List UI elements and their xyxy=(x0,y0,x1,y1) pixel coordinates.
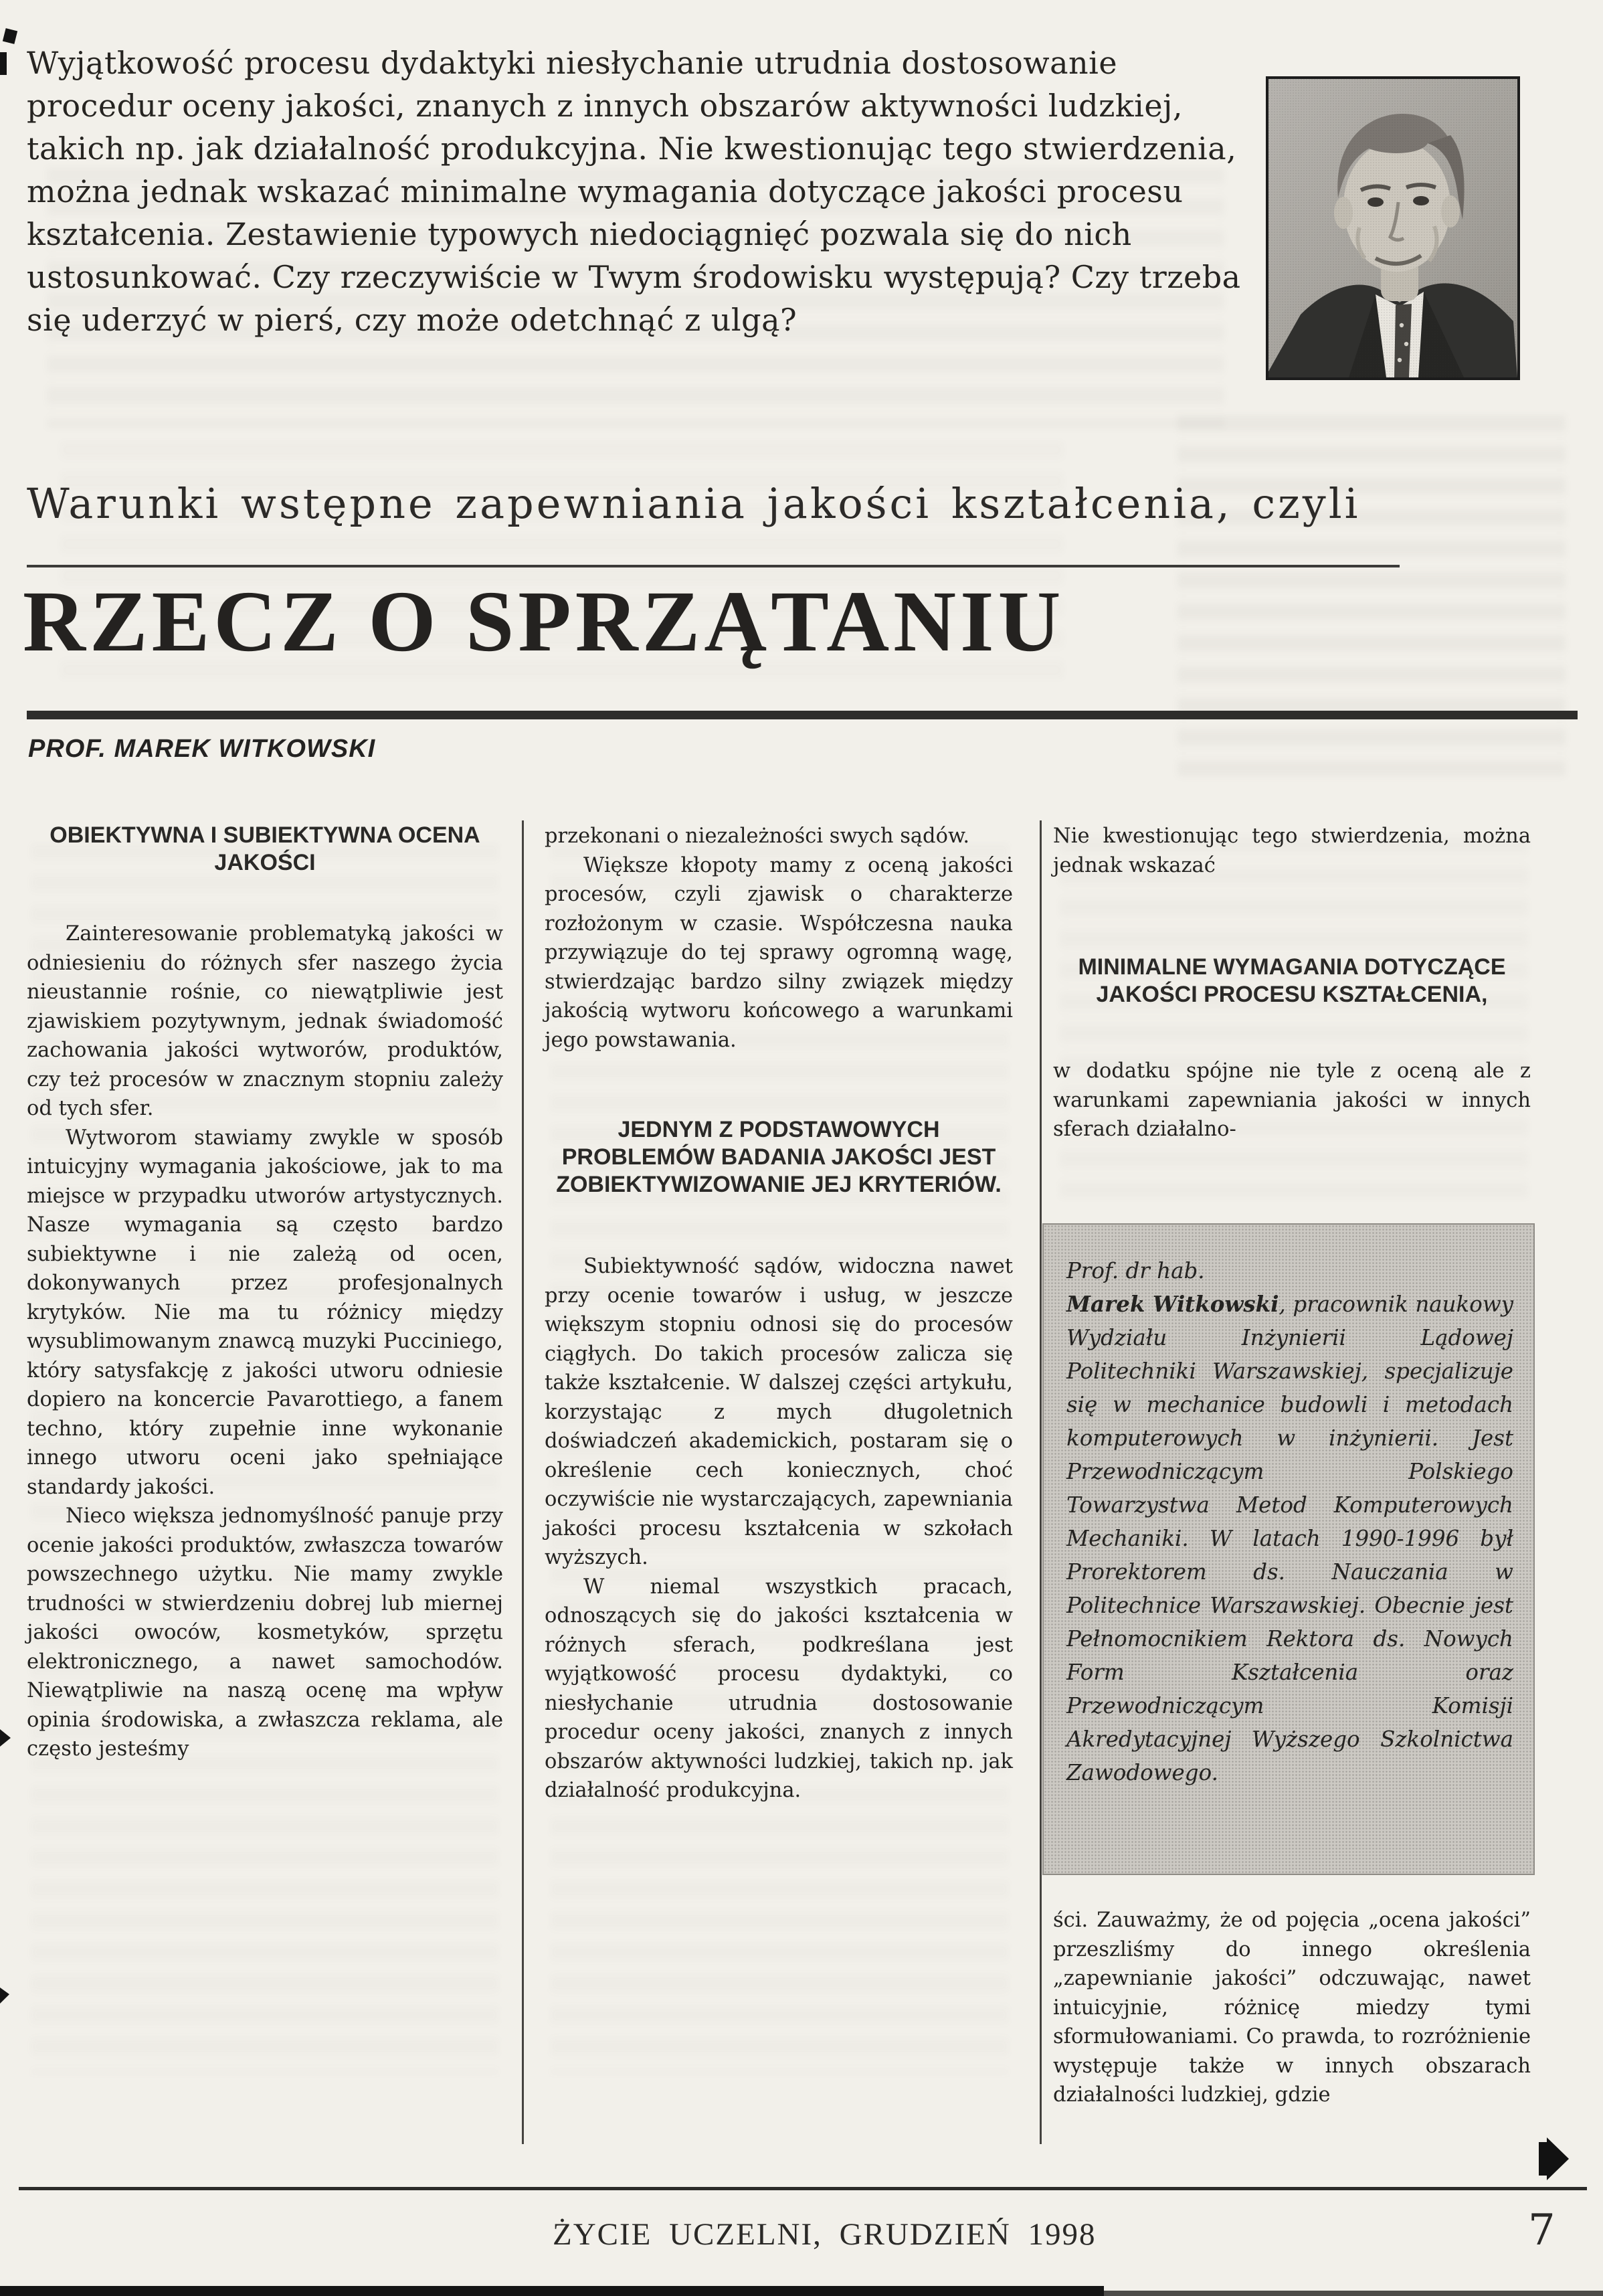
lead-paragraph: Wyjątkowość procesu dydaktyki niesłychanie utrudnia dostosowanie procedur oceny jakości, znanych z innych obszarów aktywności ludzkiej, takich np. jak działalność produkcyjna. Nie kwestionując tego stwierdzenia, można jednak wskazać minimalne wymagania dotyczące jakości procesu kształcenia. Zestawienie typowych niedociągnięć pozwala się do nich ustosunkować. Czy rzeczywiście w Twym środowisku występują? Czy trzeba się uderzyć w pierś, czy może odetchnąć z ulgą? xyxy=(27,45,1241,338)
body-paragraph: Nie kwestionując tego stwierdzenia, można jednak wskazać xyxy=(1053,824,1531,877)
scan-edge-strip xyxy=(1104,2291,1603,2296)
column-heading: OBIEKTYWNA I SUBIEKTYWNA OCENA JAKOŚCI xyxy=(50,822,480,875)
bio-description: , pracownik naukowy Wydziału Inżynierii Lądowej Politechniki Warszawskiej, specjalizuje się w mechanice budowli i metodach komputerowych w inżynierii. Jest Przewodniczącym Polskiego Towarzystwa Metod Komputerowych Mechaniki. W latach 1990-1996 był Prorektorem ds. Nauczania w Politechnice Warszawskiej. Obecnie jest Pełnomocnikiem Rektora ds. Nowych Form Kształcenia oraz Przewodniczącym Komisji Akredytacyjnej Wyższego Szkolnictwa Zawodowego. xyxy=(1066,1292,1513,1785)
continuation-arrow-icon xyxy=(1539,2137,1570,2180)
body-paragraph: Nieco większa jednomyślność panuje przy ocenie jakości produktów, zwłaszcza towarów powszechnego użytku. Nie mamy zwykle trudności w stwierdzeniu dobrej lub miernej jakości owoców, kosmetyków, sprzętu elektronicznego, a nawet samochodów. Niewątpliwie na naszą ocenę ma wpływ opinia środowiska, a zwłaszcza reklama, ale często jesteśmy xyxy=(27,1504,503,1761)
column-heading: MINIMALNE WYMAGANIA DOTYCZĄCE JAKOŚCI PROCESU KSZTAŁCENIA, xyxy=(1078,954,1506,1007)
byline: PROF. MAREK WITKOWSKI xyxy=(28,735,376,763)
column-2 xyxy=(545,822,1013,1805)
headline: RZECZ O SPRZĄTANIU xyxy=(23,573,1065,670)
bio-author-name: Marek Witkowski xyxy=(1066,1291,1279,1317)
bleed-through-texture xyxy=(1177,415,1566,776)
body-paragraph: przekonani o niezależności swych sądów. xyxy=(545,824,970,848)
column-1 xyxy=(27,822,503,1764)
kicker-rule xyxy=(27,565,1400,567)
bio-title: Prof. dr hab. xyxy=(1066,1258,1205,1284)
body-paragraph: ści. Zauważmy, że od pojęcia „ocena jakości” przeszliśmy do innego określenia „zapewnianie jakości” odczuwając, nawet intuicyjnie, różnicę miedzy tymi sformułowaniami. Co prawda, to rozróżnienie występuje także w innych obszarach działalności ludzkiej, gdzie xyxy=(1053,1909,1531,2107)
scan-edge-strip xyxy=(0,2286,1104,2296)
arrow-head xyxy=(1547,2137,1569,2180)
journal-footer: ŻYCIE UCZELNI, GRUDZIEŃ 1998 xyxy=(553,2217,1097,2252)
body-paragraph: w dodatku spójne nie tyle z oceną ale z warunkami zapewniania jakości w innych sferach działalno- xyxy=(1053,1059,1531,1141)
headline-rule xyxy=(27,711,1578,719)
scan-artifact xyxy=(0,1729,11,1747)
page-number: 7 xyxy=(1528,2206,1555,2255)
body-paragraph: Zainteresowanie problematyką jakości w odniesieniu do różnych sfer naszego życia nieustannie rośnie, co niewątpliwie jest zjawiskiem pozytywnym, jednak świadomość zachowania jakości wytworów, produktów, czy też procesów w znacznym stopniu zależy od tych sfer. xyxy=(27,922,503,1120)
scan-artifact xyxy=(0,1988,9,2004)
column-3 xyxy=(1053,822,1531,1144)
body-paragraph: W niemal wszystkich pracach, odnoszących się do jakości kształcenia w różnych sferach, podkreślana jest wyjątkowość procesu dydaktyki, co niesłychanie utrudnia dostosowanie procedur oceny jakości, znanych z innych obszarów aktywności ludzkiej, takich np. jak działalność produkcyjna. xyxy=(545,1575,1013,1802)
scan-artifact xyxy=(0,52,7,75)
bio-text xyxy=(1066,1288,1513,1789)
portrait-illustration xyxy=(1268,79,1517,377)
portrait-photo xyxy=(1266,76,1520,380)
body-paragraph: Wytworom stawiamy zwykle w sposób intuicyjny wymagania jakościowe, jak to ma miejsce w przypadku utworów artystycznych. Nasze wymagania są często bardzo subiektywne i nie zależą od ocen, dokonywanych przez profesjonalnych krytyków. Nie ma tu różnicy między wysublimowanym znawcą muzyki Pucciniego, który satysfakcję z jakości utworu odniesie dopiero na koncercie Pavarottiego, a fanem techno, który zupełnie inne wykonanie innego utworu oceni jako spełniające standardy jakości. xyxy=(27,1126,503,1499)
column-heading: JEDNYM Z PODSTAWOWYCH PROBLEMÓW BADANIA JAKOŚCI JEST ZOBIEKTYWIZOWANIE JEJ KRYTERIÓW. xyxy=(556,1117,1002,1197)
scan-artifact xyxy=(3,28,17,44)
arrow-bar xyxy=(1539,2142,1547,2176)
body-paragraph: Subiektywność sądów, widoczna nawet przy ocenie towarów i usług, w jeszcze większym stopniu odnosi się do procesów ciągłych. Do takich procesów zalicza się także kształcenie. W dalszej części artykułu, korzystając z mych długoletnich doświadczeń akademickich, postaram się o określenie cech koniecznych, choć oczywiście nie wystarczających, zapewniania jakości procesu kształcenia w szkołach wyższych. xyxy=(545,1255,1013,1569)
footer-rule xyxy=(19,2187,1587,2190)
body-paragraph: Większe kłopoty mamy z oceną jakości procesów, czyli zjawisk o charakterze rozłożonym w czasie. Współczesna nauka przywiązuje do tej sprawy ogromną wagę, stwierdzając bardzo silny związek między jakością wytworu końcowego a warunkami jego powstawania. xyxy=(545,853,1013,1052)
author-bio-box xyxy=(1042,1223,1535,1875)
column-3-continued xyxy=(1053,1906,1531,2110)
column-divider xyxy=(1040,820,1042,2144)
column-divider xyxy=(522,820,524,2144)
kicker: Warunki wstępne zapewniania jakości kształcenia, czyli xyxy=(27,479,1361,528)
